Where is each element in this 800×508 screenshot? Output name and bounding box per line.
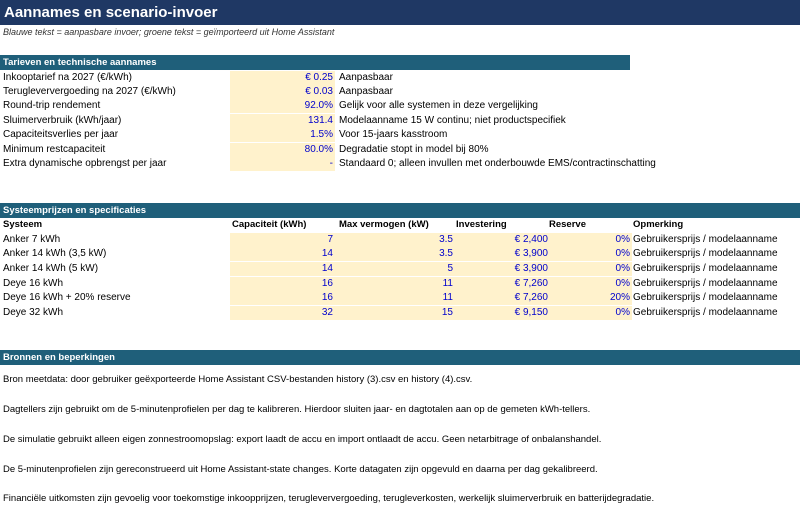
reserve-input[interactable]: 20%	[550, 291, 632, 305]
system-name: Anker 14 kWh (5 kW)	[3, 263, 99, 274]
assumption-note: Standaard 0; alleen invullen met onderbouwde EMS/contractinschatting	[339, 158, 656, 169]
system-row	[0, 233, 800, 247]
sheet-title: Aannames en scenario-invoer	[0, 0, 800, 25]
col-header-capacity: Capaciteit (kWh)	[232, 219, 307, 230]
system-row	[0, 291, 800, 305]
system-row	[0, 262, 800, 276]
assumption-row	[0, 157, 800, 171]
capacity-input[interactable]: 32	[230, 306, 335, 320]
reserve-input[interactable]: 0%	[550, 233, 632, 247]
section-header-systems: Systeemprijzen en specificaties	[0, 203, 800, 218]
investment-input[interactable]: € 7,260	[455, 277, 550, 291]
assumption-value-input[interactable]: -	[230, 157, 335, 171]
system-name: Anker 14 kWh (3,5 kW)	[3, 248, 107, 259]
capacity-input[interactable]: 16	[230, 291, 335, 305]
assumption-value-input[interactable]: € 0.03	[230, 85, 335, 99]
power-input[interactable]: 5	[335, 262, 455, 276]
reserve-input[interactable]: 0%	[550, 306, 632, 320]
assumption-label: Capaciteitsverlies per jaar	[3, 129, 119, 140]
assumption-value-input[interactable]: 92.0%	[230, 99, 335, 113]
assumption-note: Aanpasbaar	[339, 86, 393, 97]
assumption-note: Aanpasbaar	[339, 72, 393, 83]
assumption-note: Gelijk voor alle systemen in deze vergelijking	[339, 100, 538, 111]
assumption-value-input[interactable]: 1.5%	[230, 128, 335, 142]
assumption-label: Minimum restcapaciteit	[3, 144, 106, 155]
assumption-note: Modelaanname 15 W continu; niet productspecifiek	[339, 115, 566, 126]
power-input[interactable]: 11	[335, 291, 455, 305]
col-header-investment: Investering	[456, 219, 507, 230]
assumption-row	[0, 99, 800, 113]
section-header-sources: Bronnen en beperkingen	[0, 350, 800, 365]
system-name: Deye 16 kWh	[3, 278, 64, 289]
sheet-subtitle: Blauwe tekst = aanpasbare invoer; groene tekst = geïmporteerd uit Home Assistant	[3, 27, 335, 37]
assumption-row	[0, 85, 800, 99]
source-note: De simulatie gebruikt alleen eigen zonnestroomopslag: export laadt de accu en import ontlaadt de accu. Geen netarbitrage of onbalanshandel.	[3, 434, 602, 445]
assumption-row	[0, 143, 800, 157]
reserve-input[interactable]: 0%	[550, 262, 632, 276]
source-note: De 5-minutenprofielen zijn gereconstrueerd uit Home Assistant-state changes. Korte datagaten zijn opgevuld en daarna per dag gekalibreerd.	[3, 464, 598, 475]
system-remark: Gebruikersprijs / modelaanname	[633, 263, 778, 274]
capacity-input[interactable]: 14	[230, 247, 335, 261]
col-header-power: Max vermogen (kW)	[339, 219, 429, 230]
assumption-note: Voor 15-jaars kasstroom	[339, 129, 448, 140]
capacity-input[interactable]: 7	[230, 233, 335, 247]
assumption-label: Round-trip rendement	[3, 100, 101, 111]
system-remark: Gebruikersprijs / modelaanname	[633, 292, 778, 303]
system-remark: Gebruikersprijs / modelaanname	[633, 307, 778, 318]
assumption-label: Sluimerverbruik (kWh/jaar)	[3, 115, 122, 126]
system-remark: Gebruikersprijs / modelaanname	[633, 234, 778, 245]
col-header-system: Systeem	[3, 219, 43, 230]
system-row	[0, 247, 800, 261]
assumption-label: Inkooptarief na 2027 (€/kWh)	[3, 72, 132, 83]
assumption-row	[0, 114, 800, 128]
reserve-input[interactable]: 0%	[550, 247, 632, 261]
assumption-label: Terugleververgoeding na 2027 (€/kWh)	[3, 86, 176, 97]
investment-input[interactable]: € 3,900	[455, 247, 550, 261]
capacity-input[interactable]: 16	[230, 277, 335, 291]
assumption-note: Degradatie stopt in model bij 80%	[339, 144, 489, 155]
assumption-row	[0, 71, 800, 85]
power-input[interactable]: 3.5	[335, 233, 455, 247]
assumption-label: Extra dynamische opbrengst per jaar	[3, 158, 167, 169]
source-note: Bron meetdata: door gebruiker geëxporteerde Home Assistant CSV-bestanden history (3).csv en history (4).csv.	[3, 374, 473, 385]
system-name: Deye 32 kWh	[3, 307, 64, 318]
section-header-tariffs: Tarieven en technische aannames	[0, 55, 630, 70]
source-note: Financiële uitkomsten zijn gevoelig voor toekomstige inkoopprijzen, terugleververgoeding, terugleverkosten, werkelijk sluimerverbruik en batterijdegradatie.	[3, 493, 655, 504]
system-name: Anker 7 kWh	[3, 234, 61, 245]
investment-input[interactable]: € 7,260	[455, 291, 550, 305]
investment-input[interactable]: € 2,400	[455, 233, 550, 247]
system-name: Deye 16 kWh + 20% reserve	[3, 292, 131, 303]
reserve-input[interactable]: 0%	[550, 277, 632, 291]
system-row	[0, 277, 800, 291]
power-input[interactable]: 3.5	[335, 247, 455, 261]
source-note: Dagtellers zijn gebruikt om de 5-minutenprofielen per dag te kalibreren. Hierdoor sluiten jaar- en dagtotalen aan op de gemeten kWh-tellers.	[3, 404, 591, 415]
col-header-remark: Opmerking	[633, 219, 684, 230]
assumption-value-input[interactable]: 80.0%	[230, 143, 335, 157]
power-input[interactable]: 15	[335, 306, 455, 320]
capacity-input[interactable]: 14	[230, 262, 335, 276]
assumption-value-input[interactable]: 131.4	[230, 114, 335, 128]
system-row	[0, 306, 800, 320]
system-remark: Gebruikersprijs / modelaanname	[633, 248, 778, 259]
assumption-value-input[interactable]: € 0.25	[230, 71, 335, 85]
investment-input[interactable]: € 9,150	[455, 306, 550, 320]
investment-input[interactable]: € 3,900	[455, 262, 550, 276]
power-input[interactable]: 11	[335, 277, 455, 291]
assumption-row	[0, 128, 800, 142]
system-remark: Gebruikersprijs / modelaanname	[633, 278, 778, 289]
col-header-reserve: Reserve	[549, 219, 586, 230]
